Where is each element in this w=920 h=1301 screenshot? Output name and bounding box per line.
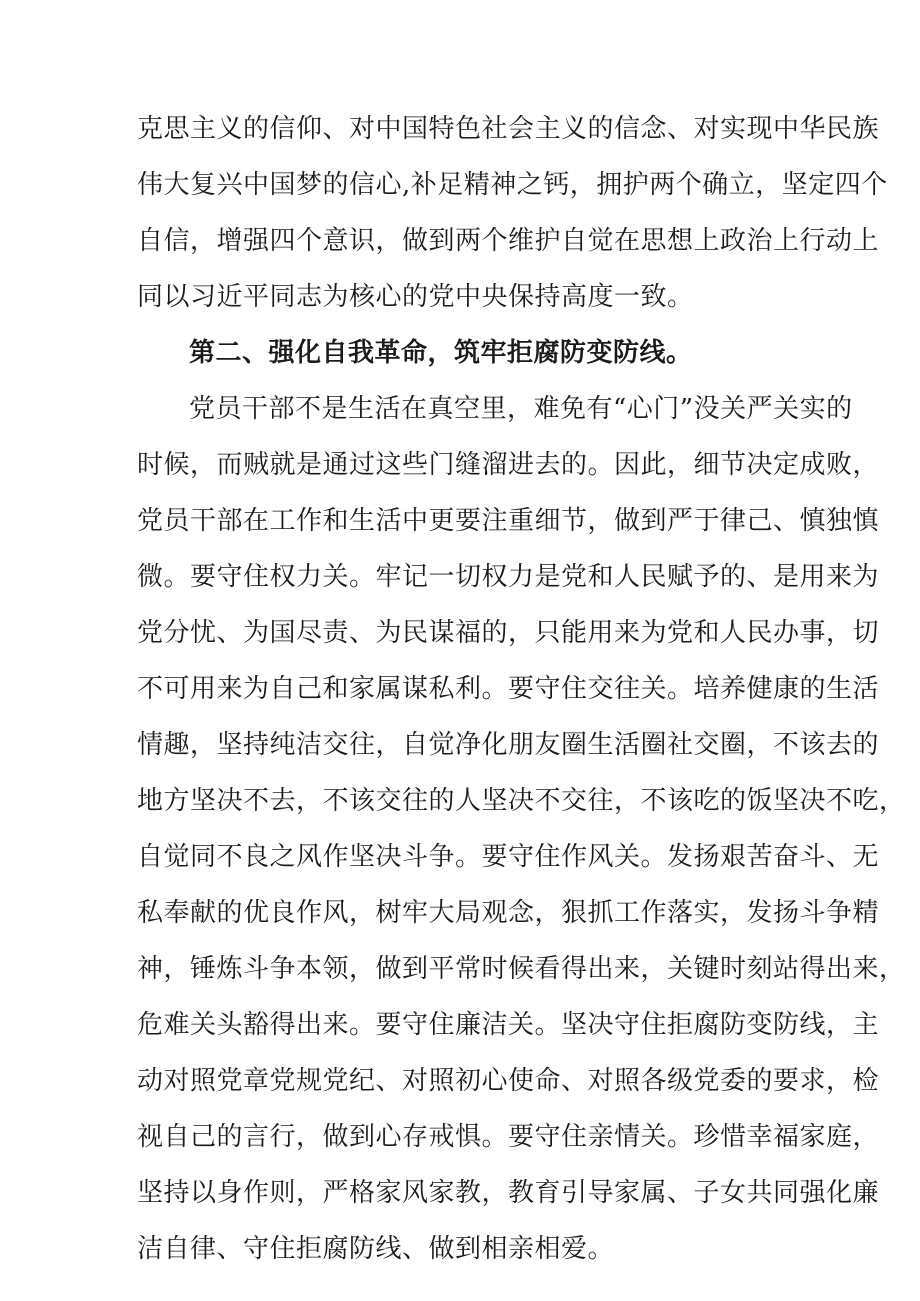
paragraph-first-line: 党员干部不是生活在真空里，难免有“心门”没关严关实的 (189, 394, 853, 424)
body-text-line: 动对照党章党规党纪、对照初心使命、对照各级党委的要求，检 (137, 1066, 880, 1096)
body-text-line: 自觉同不良之风作坚决斗争。要守住作风关。发扬艰苦奋斗、无 (137, 842, 880, 872)
section-heading: 第二、强化自我革命，筑牢拒腐防变防线。 (189, 338, 693, 368)
body-text-line: 党分忧、为国尽责、为民谋福的，只能用来为党和人民办事，切 (137, 618, 880, 648)
body-text-line: 私奉献的优良作风，树牢大局观念，狠抓工作落实，发扬斗争精 (137, 898, 880, 928)
body-text-line: 同以习近平同志为核心的党中央保持高度一致。 (137, 282, 694, 312)
body-text-line: 微。要守住权力关。牢记一切权力是党和人民赋予的、是用来为 (137, 562, 880, 592)
body-text-line: 危难关头豁得出来。要守住廉洁关。坚决守住拒腐防变防线，主 (137, 1010, 880, 1040)
body-text-line: 视自己的言行，做到心存戒惧。要守住亲情关。珍惜幸福家庭， (137, 1122, 880, 1152)
body-text-line: 伟大复兴中国梦的信心,补足精神之钙，拥护两个确立，坚定四个 (137, 170, 888, 200)
body-text-line: 地方坚决不去，不该交往的人坚决不交往，不该吃的饭坚决不吃， (137, 786, 906, 816)
body-text-line: 神，锤炼斗争本领，做到平常时候看得出来，关键时刻站得出来， (137, 954, 906, 984)
body-text-line: 党员干部在工作和生活中更要注重细节，做到严于律己、慎独慎 (137, 506, 880, 536)
body-text-line: 自信，增强四个意识，做到两个维护自觉在思想上政治上行动上 (137, 226, 880, 256)
body-text-line: 克思主义的信仰、对中国特色社会主义的信念、对实现中华民族 (137, 114, 880, 144)
body-text-line: 时候，而贼就是通过这些门缝溜进去的。因此，细节决定成败， (137, 450, 880, 480)
body-text-line: 不可用来为自己和家属谋私利。要守住交往关。培养健康的生活 (137, 674, 880, 704)
body-text-line: 洁自律、守住拒腐防线、做到相亲相爱。 (137, 1234, 615, 1264)
body-text-line: 情趣，坚持纯洁交往，自觉净化朋友圈生活圈社交圈，不该去的 (137, 730, 880, 760)
body-text-line: 坚持以身作则，严格家风家教，教育引导家属、子女共同强化廉 (137, 1178, 880, 1208)
